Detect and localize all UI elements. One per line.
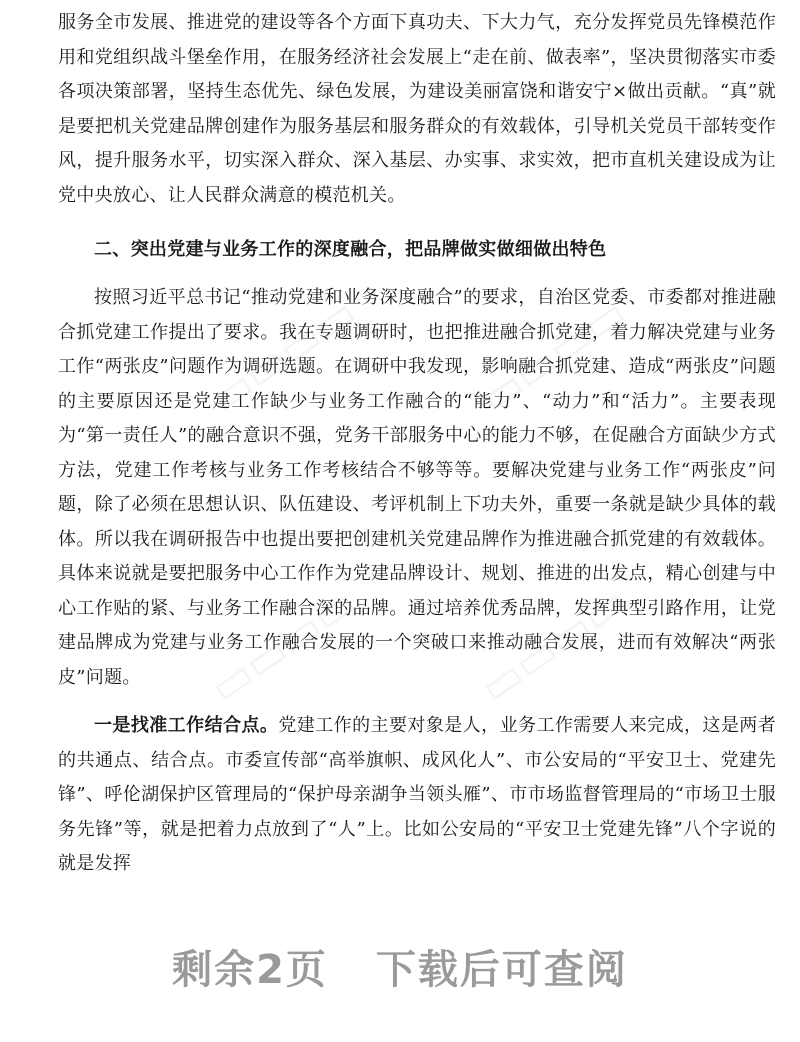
watermark-mark: ▭▭▭▭ [470,576,636,715]
paragraph-integration: 按照习近平总书记“推动党建和业务深度融合”的要求，自治区党委、市委都对推进融合抓党建工作提出了要求。我在专题调研时，也把推进融合抓党建，着力解决党建与业务工作“两张皮”问题作为调研选题。在调研中我发现，影响融合抓党建、造成“两张皮”问题的主要原因还是党建工作缺少与业务工作融合的“能力”、“动力”和“活力”。主要表现为“第一责任人”的融合意识不强，党务干部服务中心的能力不够，在促融合方面缺少方式方法，党建工作考核与业务工作考核结合不够等等。要解决党建与业务工作“两张皮”问题，除了必须在思想认识、队伍建设、考评机制上下功夫外，重要一条就是缺少具体的载体。所以我在调研报告中也提出要把创建机关党建品牌作为推进融合抓党建的有效载体。具体来说就是要把服务中心工作作为党建品牌设计、规划、推进的出发点，精心创建与中心工作贴的紧、与业务工作融合深的品牌。通过培养优秀品牌，发挥典型引路作用，让党建品牌成为党建与业务工作融合发展的一个突破口来推动融合发展，进而有效解决“两张皮”问题。 [58,287,776,688]
watermark-mark: ▭▭▭▭ [200,576,366,715]
watermark-mark: ▭▭▭▭ [200,286,366,425]
watermark-mark: ▭▭▭▭ [470,286,636,425]
paragraph-combination-point [58,709,776,882]
download-banner[interactable] [0,938,800,995]
section-heading: 二、突出党建与业务工作的深度融合，把品牌做实做细做出特色 [94,239,607,260]
paragraph-lead-text: 一是找准工作结合点。 [94,715,279,736]
paragraph-continuation: 服务全市发展、推进党的建设等各个方面下真功夫、下大力气，充分发挥党员先锋模范作用和党组织战斗堡垒作用，在服务经济社会发展上“走在前、做表率”，坚决贯彻落实市委各项决策部署，坚持生态优先、绿色发展，为建设美丽富饶和谐安宁×做出贡献。“真”就是要把机关党建品牌创建作为服务基层和服务群众的有效载体，引导机关党员干部转变作风，提升服务水平，切实深入群众、深入基层、办实事、求实效，把市直机关建设成为让党中央放心、让人民群众满意的模范机关。 [58,12,776,206]
remaining-pages-label: 剩余2页 [172,947,328,993]
paragraph-body-text: 党建工作的主要对象是人，业务工作需要人来完成，这是两者的共通点、结合点。市委宣传部“高举旗帜、成风化人”、市公安局的“平安卫士、党建先锋”、呼伦湖保护区管理局的“保护母亲湖争当领头雁”、市市场监督管理局的“市场卫士服务先锋”等，就是把着力点放到了“人”上。比如公安局的“平安卫士党建先锋”八个字说的就是发挥 [58,715,776,874]
document-body [58,6,776,882]
download-prompt-label: 下载后可查阅 [375,947,628,993]
